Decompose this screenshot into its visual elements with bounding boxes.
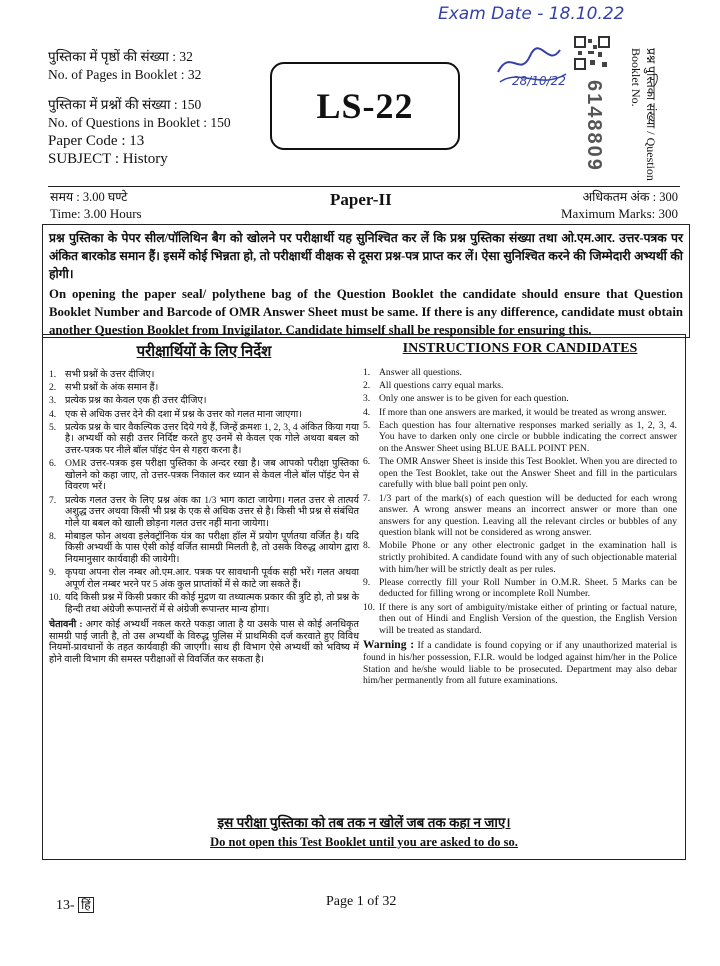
footer-notice <box>43 813 685 850</box>
stamp-date: 28/10/22 <box>512 74 566 88</box>
instruction-number: 2. <box>363 380 371 392</box>
instruction-item <box>363 367 677 379</box>
instruction-number: 7. <box>49 494 57 506</box>
booklet-serial-label: प्रश्न पुस्तिका संख्या / Question Booklet No. <box>629 48 658 181</box>
instruction-number: 8. <box>363 540 371 552</box>
booklet-code-box <box>270 62 460 150</box>
instruction-item <box>363 393 677 405</box>
instructions-box <box>42 334 686 860</box>
pages-hi: पुस्तिका में पृष्ठों की संख्या : 32 <box>48 49 193 64</box>
header-top-rule <box>48 186 680 187</box>
warning-hindi-text: अगर कोई अभ्यर्थी नकल करते पकड़ा जाता है या उसके पास से कोई अनधिकृत सामग्री पाई जाती है, तो उस अभ्यर्थी के विरुद्ध पुलिस में प्राथमिकी दर्ज करवाते हुए विविध नियमों-प्रावधानों के तहत कार्यवाही की जाएगी। साथ ही विभाग ऐसे अभ्यर्थी को भविष्य में होने वाली विभाग की समस्त परीक्षाओं से विवर्जित कर सकता है। <box>49 619 359 665</box>
footer-notice-english: Do not open this Test Booklet until you are asked to do so. <box>210 835 518 849</box>
instruction-number: 6. <box>49 458 57 470</box>
instructions-english-list <box>363 367 677 636</box>
time-en: Time: 3.00 Hours <box>50 206 142 221</box>
instruction-number: 10. <box>363 601 375 613</box>
page-footer-code <box>56 896 94 914</box>
booklet-serial-number: 6148809 <box>583 80 605 172</box>
instruction-item <box>363 456 677 491</box>
instruction-item <box>49 369 359 381</box>
instruction-number: 10. <box>49 592 61 604</box>
barcode-notice-hindi: प्रश्न पुस्तिका के पेपर सील/पॉलिथिन बैग को खोलने पर परीक्षार्थी यह सुनिश्चित कर लें कि प्रश्न पुस्तिका संख्या तथा ओ.एम.आर. उत्तर-पत्रक पर अंकित बारकोड समान हैं। इसमें कोई भिन्नता हो, तो परीक्षार्थी वीक्षक से दूसरा प्रश्न-पत्र प्राप्त कर लें। ऐसा सुनिश्चित करने की जिम्मेदारी अभ्यर्थी की होगी। <box>49 231 683 281</box>
instruction-item <box>49 382 359 394</box>
instruction-text: सभी प्रश्नों के उत्तर दीजिए। <box>65 369 155 380</box>
instruction-number: 4. <box>49 408 57 420</box>
page-footer-language-mark: हिं <box>78 897 93 913</box>
instruction-item <box>49 422 359 457</box>
max-marks-hi: अधिकतम अंक : 300 <box>582 190 678 204</box>
instruction-text: The OMR Answer Sheet is inside this Test Booklet. When you are directed to open the Test Booklet, take out the Answer Sheet and fill in the particulars carefully with blue ball point pen only. <box>379 456 677 491</box>
instructions-hindi-column <box>49 341 359 666</box>
instruction-text: प्रत्येक प्रश्न का केवल एक ही उत्तर दीजिए। <box>65 395 207 407</box>
footer-notice-hindi: इस परीक्षा पुस्तिका को तब तक न खोलें जब तक कहा न जाए। <box>217 815 511 830</box>
instruction-text: Each question has four alternative responses marked serially as 1, 2, 3, 4. You have to darken only one circle or bubble indicating the correct answer on the Answer Sheet using BLUE BALL POINT PEN. <box>379 419 677 454</box>
instruction-number: 9. <box>363 576 371 588</box>
instructions-hindi-title: परीक्षार्थियों के लिए निर्देश <box>136 344 272 360</box>
page-footer-left-code: 13- <box>56 898 75 913</box>
instruction-item <box>363 493 677 539</box>
instruction-text: प्रत्येक प्रश्न के चार वैकल्पिक उत्तर दिये गये हैं, जिन्हें क्रमशः 1, 2, 3, 4 अंकित किया गया है। अभ्यर्थी को सही उत्तर निर्दिष्ट करते हुए उनमें से केवल एक गोले अथवा बबल को उत्तर-पत्रक पर नीले बॉल पॉइंट पेन से गहरा करना है। <box>65 421 359 456</box>
instruction-text: सभी प्रश्नों के अंक समान हैं। <box>65 382 159 394</box>
instruction-text: If there is any sort of ambiguity/mistake either of printing or factual nature, then out of Hindi and English Version of the question, the English Version will be treated as standard. <box>379 601 677 636</box>
pages-en: No. of Pages in Booklet : 32 <box>48 67 202 82</box>
warning-english-label: Warning : <box>363 639 415 652</box>
booklet-code: LS-22 <box>316 86 414 126</box>
instruction-item <box>49 495 359 530</box>
instruction-text: कृपया अपना रोल नम्बर ओ.एम.आर. पत्रक पर सावधानी पूर्वक सही भरें। गलत अथवा अपूर्ण रोल नम्बर भरने पर 5 अंक कुल प्राप्तांकों में से काटे जा सकते हैं। <box>65 567 359 590</box>
instruction-text: मोबाइल फोन अथवा इलेक्ट्रॉनिक यंत्र का परीक्षा हॉल में प्रयोग पूर्णतया वर्जित है। यदि किसी अभ्यर्थी के पास ऐसी कोई वर्जित सामग्री मिलती है, तो उसके विरुद्ध आयोग द्वारा नियमानुसार कार्यवाही की जायेगी। <box>65 530 359 566</box>
instruction-number: 6. <box>363 456 371 468</box>
instruction-item <box>49 395 359 407</box>
instruction-number: 1. <box>363 367 371 378</box>
instruction-text: यदि किसी प्रश्न में किसी प्रकार की कोई मुद्रण या तथ्यात्मक प्रकार की त्रुटि हो, तो प्रश्न के हिन्दी तथा अंग्रेजी रूपान्तरों में से अंग्रेजी रूपान्तर मान्य होगा। <box>65 592 359 615</box>
instruction-item <box>49 592 359 615</box>
instruction-item <box>363 420 677 455</box>
paper-title: Paper-II <box>330 190 392 209</box>
instruction-text: All questions carry equal marks. <box>379 380 504 392</box>
instruction-number: 3. <box>363 393 371 405</box>
page-number: Page 1 of 32 <box>326 894 397 909</box>
instruction-text: Mobile Phone or any other electronic gadget in the examination hall is strictly prohibited. A candidate found with any of such objectionable material with him/her will be strictly dealt as per rules. <box>379 540 677 575</box>
instructions-english-title: INSTRUCTIONS FOR CANDIDATES <box>402 341 638 356</box>
instruction-text: प्रत्येक गलत उत्तर के लिए प्रश्न अंक का 1/3 भाग काटा जायेगा। गलत उत्तर से तात्पर्य अशुद्ध उत्तर अथवा किसी भी प्रश्न के एक से अधिक उत्तर से है। किसी भी प्रश्न से संबंधित गोले या बबल को खाली छोड़ना गलत उत्तर नहीं माना जायेगा। <box>65 494 359 529</box>
instruction-text: Answer all questions. <box>379 367 462 378</box>
barcode-notice-english: On opening the paper seal/ polythene bag of the Question Booklet the candidate should ensure that Question Booklet Number and Barcode of OMR Answer Sheet must be same. If there is any difference, candidate must obtain another Question Booklet from Invigilator. Candidate himself shall be responsible for ensuring this. <box>49 287 683 337</box>
handwritten-exam-date: Exam Date - 18.10.22 <box>438 4 625 24</box>
instruction-item <box>49 531 359 566</box>
stamp-mark <box>490 38 570 96</box>
warning-hindi-label: चेतावनी : <box>49 619 83 631</box>
instruction-item <box>49 458 359 493</box>
instruction-item <box>363 577 677 600</box>
instruction-number: 3. <box>49 395 57 407</box>
instruction-text: 1/3 part of the mark(s) of each question will be deducted for each wrong answer. A wrong answer means an incorrect answer or more than one answers for any question. Leaving all the relevant circles or bubbles of any question blank will not be considered as wrong answer. <box>379 492 677 539</box>
barcode-notice-box <box>42 224 690 338</box>
questions-en: No. of Questions in Booklet : 150 <box>48 115 231 130</box>
instruction-item <box>363 540 677 575</box>
instruction-text: If more than one answers are marked, it would be treated as wrong answer. <box>379 406 667 418</box>
instruction-item <box>363 407 677 419</box>
instruction-number: 9. <box>49 567 57 579</box>
instruction-number: 4. <box>363 406 371 418</box>
instruction-text: OMR उत्तर-पत्रक इस परीक्षा पुस्तिका के अन्दर रखा है। जब आपको परीक्षा पुस्तिका खोलने को कहा जाए, तो उत्तर-पत्रक निकाल कर ध्यान से केवल नीले बॉल पॉइंट पेन से विवरण भरें। <box>65 458 359 493</box>
warning-english <box>363 640 677 686</box>
instruction-text: एक से अधिक उत्तर देने की दशा में प्रश्न के उत्तर को गलत माना जाएगा। <box>65 408 302 420</box>
instruction-number: 5. <box>49 421 57 433</box>
time-hi: समय : 3.00 घण्टे <box>50 190 128 204</box>
subject: SUBJECT : History <box>48 151 168 167</box>
qr-code-icon <box>574 36 610 70</box>
instruction-number: 2. <box>49 382 57 394</box>
max-marks-en: Maximum Marks: 300 <box>561 206 678 221</box>
warning-hindi <box>49 619 359 665</box>
instruction-item <box>49 409 359 421</box>
warning-english-text: If a candidate is found copying or if any unauthorized material is found in his/her possession, F.I.R. would be lodged against him/her in the Police Station and he/she would liable to be prosecuted. Department may also debar him/her permanently from all future examinations. <box>363 640 677 687</box>
paper-code: Paper Code : 13 <box>48 133 145 149</box>
instructions-hindi-list <box>49 369 359 615</box>
instructions-english-column <box>363 341 677 687</box>
questions-hi: पुस्तिका में प्रश्नों की संख्या : 150 <box>48 97 202 112</box>
instruction-number: 8. <box>49 530 57 542</box>
instruction-text: Only one answer is to be given for each question. <box>379 393 569 405</box>
instruction-item <box>49 567 359 590</box>
instruction-item <box>363 602 677 637</box>
instruction-number: 7. <box>363 492 371 504</box>
instruction-text: Please correctly fill your Roll Number in O.M.R. Sheet. 5 Marks can be deducted for filling wrong or incomplete Roll Number. <box>379 576 677 600</box>
booklet-meta <box>48 48 288 168</box>
instruction-item <box>363 380 677 392</box>
instruction-number: 1. <box>49 369 57 380</box>
instruction-number: 5. <box>363 419 371 431</box>
